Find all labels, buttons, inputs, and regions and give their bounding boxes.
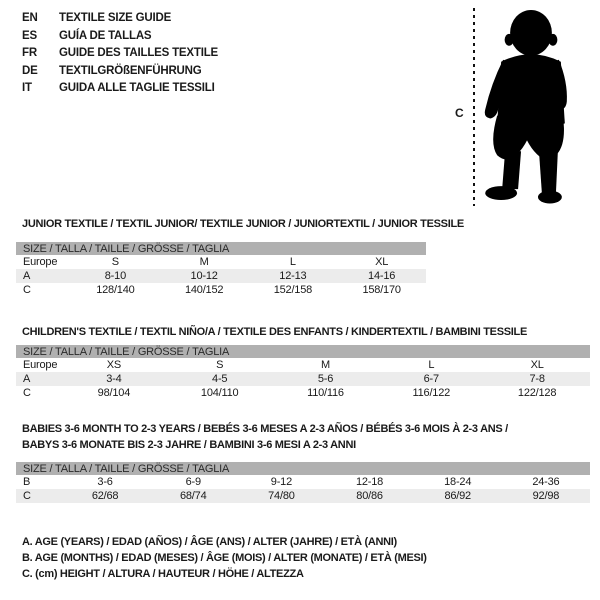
age-cell: 3-4 — [61, 372, 167, 386]
language-row-es — [22, 28, 218, 46]
age-cell: 6-9 — [185, 476, 201, 488]
size-cell: M — [321, 359, 330, 371]
age-cell: 7-8 — [484, 372, 590, 386]
junior-size-table — [16, 242, 426, 297]
row-label: A — [16, 372, 61, 386]
age-cell: 18-24 — [444, 476, 472, 488]
row-label: C — [23, 387, 31, 399]
size-cell: XL — [530, 359, 544, 371]
language-title: GUÍA DE TALLAS — [59, 29, 152, 42]
height-cell: 92/98 — [502, 489, 590, 503]
language-code: EN — [22, 12, 38, 24]
table-row-europe — [16, 358, 590, 372]
row-label: A — [16, 269, 71, 283]
table-row-age — [16, 269, 426, 283]
age-cell: 3-6 — [97, 476, 113, 488]
age-cell: 8-10 — [71, 269, 160, 283]
size-header-bar: SIZE / TALLA / TAILLE / GRÖSSE / TAGLIA — [16, 462, 590, 475]
row-label: C — [23, 284, 31, 296]
height-cell: 116/122 — [412, 387, 451, 399]
age-cell: 4-5 — [167, 372, 273, 386]
language-code: ES — [22, 29, 37, 42]
size-cell: L — [428, 359, 435, 371]
size-cell: S — [111, 256, 119, 268]
language-title: GUIDE DES TAILLES TEXTILE — [59, 47, 218, 59]
language-title: GUIDA ALLE TAGLIE TESSILI — [59, 82, 215, 94]
language-row-it — [22, 80, 218, 98]
table-row-height — [16, 386, 590, 400]
baby-silhouette-icon — [481, 4, 581, 209]
table-row-age-months — [16, 475, 590, 489]
language-code: FR — [22, 47, 37, 59]
language-code: DE — [22, 64, 38, 77]
age-cell: 9-12 — [270, 476, 292, 488]
table-row-height — [16, 283, 426, 297]
children-size-table — [16, 345, 590, 400]
size-cell: M — [199, 256, 209, 268]
language-header — [22, 10, 218, 98]
size-cell: XL — [375, 256, 389, 268]
size-header-row — [16, 345, 590, 358]
height-cell: 158/170 — [362, 284, 401, 296]
legend-age-years: A. AGE (YEARS) / EDAD (AÑOS) / ÂGE (ANS) / ALTER (JAHRE) / ETÀ (ANNI) — [22, 536, 397, 548]
age-cell: 5-6 — [273, 372, 379, 386]
age-cell: 6-7 — [378, 372, 484, 386]
height-cell: 128/140 — [96, 284, 135, 296]
age-cell: 10-12 — [160, 269, 249, 283]
language-code: IT — [22, 82, 32, 94]
height-measure-label: C — [455, 106, 464, 120]
language-title: TEXTILE SIZE GUIDE — [59, 12, 172, 24]
age-cell: 24-36 — [532, 476, 560, 488]
size-cell: S — [216, 359, 224, 371]
language-row-en — [22, 10, 218, 28]
height-cell: 122/128 — [517, 387, 557, 399]
size-header-row — [16, 462, 590, 475]
age-cell: 14-16 — [337, 269, 426, 283]
height-cell: 62/68 — [61, 489, 149, 503]
height-dashed-line — [473, 8, 475, 206]
babies-table-title-line1: BABIES 3-6 MONTH TO 2-3 YEARS / BEBÉS 3-6 MESES A 2-3 AÑOS / BÉBÉS 3-6 MOIS À 2-3 ANS / — [22, 423, 508, 435]
children-table-title: CHILDREN'S TEXTILE / TEXTIL NIÑO/A / TEXTILE DES ENFANTS / KINDERTEXTIL / BAMBINI TESSILE — [22, 326, 527, 338]
row-label: Europe — [23, 256, 58, 268]
row-label: B — [23, 476, 31, 488]
size-cell: L — [289, 256, 296, 268]
height-cell: 74/80 — [237, 489, 325, 503]
babies-size-table — [16, 462, 590, 503]
language-row-de — [22, 63, 218, 81]
height-cell: 110/116 — [307, 387, 344, 399]
table-row-age — [16, 372, 590, 386]
height-cell: 152/158 — [273, 284, 313, 296]
size-cell: XS — [106, 359, 122, 371]
height-cell: 86/92 — [414, 489, 502, 503]
height-cell: 80/86 — [325, 489, 413, 503]
age-cell: 12-18 — [355, 476, 384, 488]
age-cell: 12-13 — [249, 269, 338, 283]
table-row-height — [16, 489, 590, 503]
junior-table-title: JUNIOR TEXTILE / TEXTIL JUNIOR/ TEXTILE JUNIOR / JUNIORTEXTIL / JUNIOR TESSILE — [22, 218, 464, 230]
size-header-row — [16, 242, 426, 255]
height-cell: 104/110 — [200, 387, 239, 399]
babies-table-title-line2: BABYS 3-6 MONATE BIS 2-3 JAHRE / BAMBINI 3-6 MESI A 2-3 ANNI — [22, 438, 356, 451]
row-label: Europe — [23, 359, 58, 371]
legend-height: C. (cm) HEIGHT / ALTURA / HAUTEUR / HÖHE / ALTEZZA — [22, 568, 304, 581]
table-row-europe — [16, 255, 426, 269]
size-header-bar: SIZE / TALLA / TAILLE / GRÖSSE / TAGLIA — [16, 345, 590, 358]
size-header-bar: SIZE / TALLA / TAILLE / GRÖSSE / TAGLIA — [16, 242, 426, 255]
legend — [22, 534, 427, 583]
language-title: TEXTILGRÖßENFÜHRUNG — [59, 64, 202, 77]
height-cell: 98/104 — [97, 387, 131, 399]
height-cell: 68/74 — [149, 489, 237, 503]
row-label: C — [16, 489, 61, 503]
language-row-fr — [22, 45, 218, 63]
height-cell: 140/152 — [184, 284, 224, 296]
babies-table-title — [22, 422, 582, 453]
legend-age-months: B. AGE (MONTHS) / EDAD (MESES) / ÂGE (MOIS) / ALTER (MONATE) / ETÀ (MESI) — [22, 552, 427, 565]
